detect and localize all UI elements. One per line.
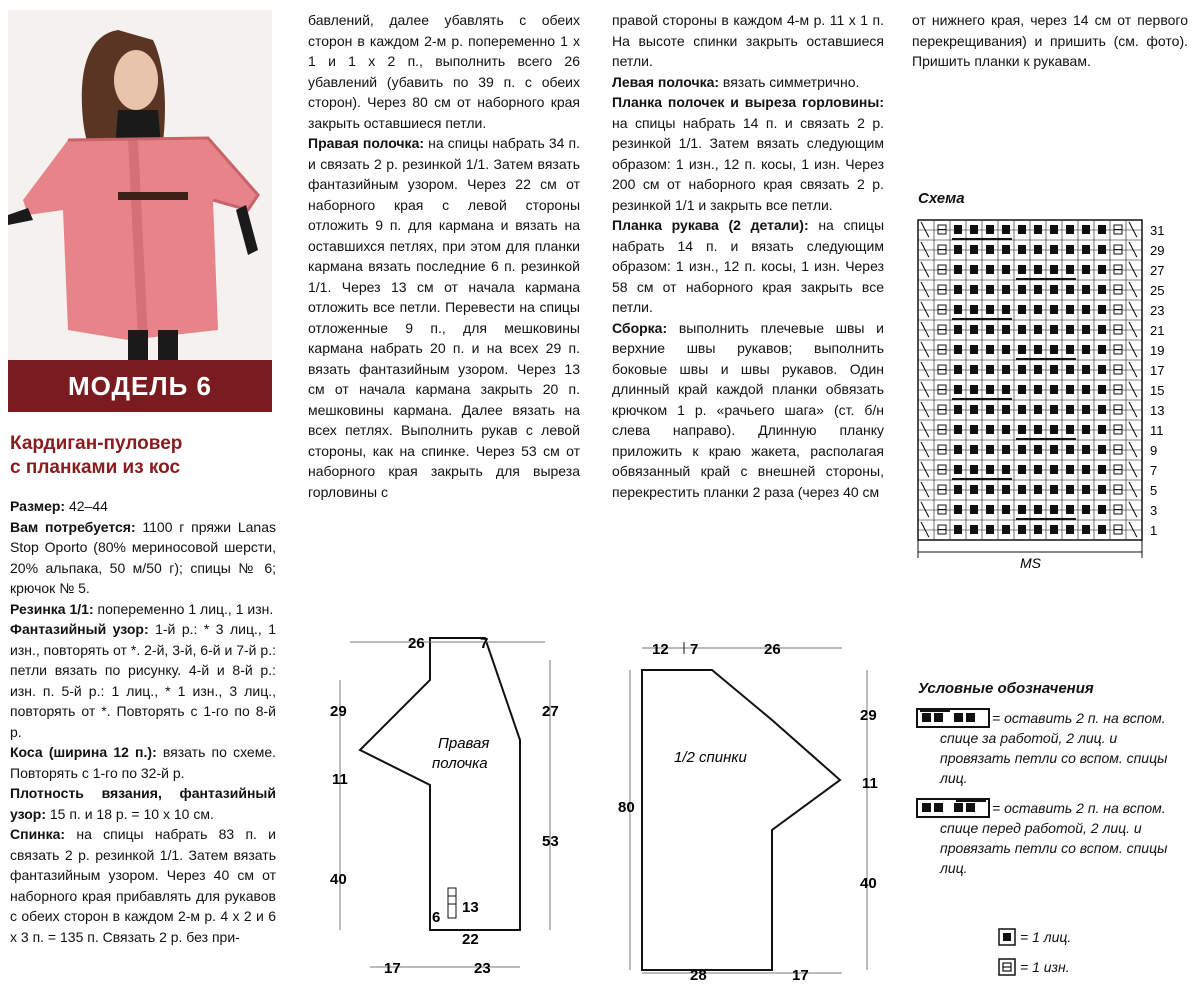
knit-cell [1066, 405, 1074, 414]
front-piece-diagram [320, 630, 580, 985]
slash-stitch: ╲ [1129, 223, 1137, 238]
slash-stitch: ╲ [921, 503, 929, 518]
slash-stitch: ╲ [1129, 243, 1137, 258]
front-outline [360, 638, 520, 930]
paragraph-heading: Размер: [10, 498, 66, 514]
knit-cell [1002, 425, 1010, 434]
knit-cell [1002, 525, 1010, 534]
knit-cell [986, 305, 994, 314]
paragraph-text: на спицы набрать 14 п. и вязать следующим образом: 1 изн., 12 п. косы, 1 изн. Через 58 см от наборного края закрыть все петли. [612, 217, 885, 315]
row-label: 3 [1150, 503, 1158, 518]
row-label: 5 [1150, 483, 1158, 498]
knit-cell [1034, 405, 1042, 414]
legend-title: Условные обозначения [918, 680, 1094, 697]
slash-stitch: ╲ [1129, 523, 1137, 538]
slash-stitch: ╲ [921, 263, 929, 278]
knit-cell [954, 345, 962, 354]
knit-cell [1002, 385, 1010, 394]
knit-cell [1002, 365, 1010, 374]
knit-cell [1082, 465, 1090, 474]
knit-cell [1082, 445, 1090, 454]
knit-cell [1002, 325, 1010, 334]
knit-cell [1034, 225, 1042, 234]
knit-cell [1066, 285, 1074, 294]
back-dim-top-b: 7 [690, 641, 699, 658]
knit-cell [1050, 325, 1058, 334]
knit-cell [954, 425, 962, 434]
slash-stitch: ╲ [921, 343, 929, 358]
knit-cell [970, 245, 978, 254]
slash-stitch: ╲ [1129, 263, 1137, 278]
knit-cell [1018, 325, 1026, 334]
paragraph-heading: Левая полочка: [612, 73, 720, 90]
paragraph-text: 15 п. и 18 р. = 10 x 10 см. [45, 805, 214, 822]
knit-cell [1082, 485, 1090, 494]
knit-cell [1082, 305, 1090, 314]
back-dim-right-a: 29 [860, 707, 877, 724]
knit-cell [986, 285, 994, 294]
knit-cell [1066, 265, 1074, 274]
slash-stitch: ╲ [1129, 463, 1137, 478]
paragraph-heading: Плотность вязания, фантазийный узор: [10, 785, 276, 822]
slash-stitch: ╲ [921, 283, 929, 298]
knit-cell [1002, 465, 1010, 474]
knit-cell [986, 385, 994, 394]
knit-cell [1018, 265, 1026, 274]
slash-stitch: ╲ [921, 303, 929, 318]
paragraph-text: от нижнего края, через 14 см от первого перекрещивания) и пришить (см. фото). Пришить планки к рукавам. [912, 12, 1188, 69]
knit-symbol [998, 928, 1016, 946]
row-label: 9 [1150, 443, 1158, 458]
paragraph-text: 1100 г пряжи Lanas Stop Oporto (80% мериносовой шерсти, 20% альпака, 50 м/50 г); спицы № 6; крючок № 5. [10, 518, 276, 596]
slash-stitch: ╲ [921, 363, 929, 378]
paragraph [10, 599, 276, 620]
paragraph-heading: Планка рукава (2 детали): [612, 217, 809, 233]
knit-cell [1082, 385, 1090, 394]
knit-cell [1018, 445, 1026, 454]
purl-symbol [998, 958, 1016, 976]
knit-cell [1098, 325, 1106, 334]
legend-item-2: = оставить 2 п. на вспом. спице перед работой, 2 лиц. и провязать петли со вспом. спицы лиц. [940, 800, 1168, 876]
knit-cell [954, 225, 962, 234]
front-dim-left-a: 29 [330, 703, 347, 720]
knit-cell [1082, 405, 1090, 414]
knit-cell [1002, 245, 1010, 254]
front-dim-pocket-pos: 22 [462, 931, 479, 948]
knit-cell [986, 345, 994, 354]
model-banner: МОДЕЛЬ 6 [8, 360, 272, 412]
knit-cell [1066, 385, 1074, 394]
slash-stitch: ╲ [1129, 283, 1137, 298]
paragraph-heading: Вам потребуется: [10, 518, 136, 535]
knit-cell [1018, 465, 1026, 474]
knit-cell [1082, 325, 1090, 334]
knit-cell [1098, 285, 1106, 294]
knit-cell [1082, 525, 1090, 534]
knit-cell [970, 505, 978, 514]
knit-cell [970, 385, 978, 394]
row-label: 1 [1150, 523, 1158, 538]
knit-cell [1018, 485, 1026, 494]
knit-cell [1066, 225, 1074, 234]
knit-cell [970, 485, 978, 494]
knit-cell [970, 365, 978, 374]
slash-stitch: ╲ [1129, 343, 1137, 358]
knit-cell [1098, 365, 1106, 374]
row-label: 27 [1150, 263, 1165, 278]
knit-cell [1050, 425, 1058, 434]
paragraph [10, 517, 276, 599]
model-photo [8, 10, 272, 412]
slash-stitch: ╲ [921, 443, 929, 458]
slash-stitch: ╲ [1129, 483, 1137, 498]
knit-cell [1002, 505, 1010, 514]
knit-cell [1034, 245, 1042, 254]
row-label: 17 [1150, 363, 1165, 378]
knit-cell [1082, 225, 1090, 234]
slash-stitch: ╲ [921, 223, 929, 238]
paragraph [612, 72, 884, 93]
paragraph-heading: Резинка 1/1: [10, 600, 94, 617]
slash-stitch: ╲ [1129, 303, 1137, 318]
knit-cell [1066, 445, 1074, 454]
knit-cell [970, 285, 978, 294]
paragraph-heading: Спинка: [10, 826, 66, 842]
knit-cell [1050, 245, 1058, 254]
knit-cell [1050, 525, 1058, 534]
knit-cell [986, 425, 994, 434]
knit-cell [954, 485, 962, 494]
knit-cell [970, 405, 978, 414]
knit-cell [1034, 325, 1042, 334]
row-label: 7 [1150, 463, 1158, 478]
knit-cell [1050, 285, 1058, 294]
knit-cell [986, 445, 994, 454]
row-label: 13 [1150, 403, 1165, 418]
paragraph-text: на спицы набрать 83 п. и связать 2 р. резинкой 1/1. Затем вязать фантазийным узором. Через 40 см от наборного края прибавлять для рукавов с обеих сторон в каждом 2-м р. 4 x 2 и 6 x 3 п. = 135 п. Связать 2 р. без при- [10, 826, 276, 945]
knit-cell [954, 325, 962, 334]
back-dim-bottom-a: 28 [690, 967, 707, 984]
row-label: 19 [1150, 343, 1165, 358]
knit-cell [986, 405, 994, 414]
knit-cell [954, 365, 962, 374]
front-dim-top-b: 7 [480, 635, 489, 652]
slash-stitch: ╲ [1129, 403, 1137, 418]
knit-cell [970, 325, 978, 334]
back-dim-top-a: 12 [652, 641, 669, 658]
paragraph-heading: Сборка: [612, 319, 668, 336]
knit-cell [1082, 425, 1090, 434]
knit-cell [1082, 345, 1090, 354]
text-column-2 [308, 10, 580, 502]
slash-stitch: ╲ [1129, 443, 1137, 458]
knit-cell [1098, 305, 1106, 314]
knit-cell [1050, 265, 1058, 274]
back-dim-bottom-b: 17 [792, 967, 809, 984]
knit-cell [1002, 225, 1010, 234]
paragraph [612, 10, 884, 72]
knit-cell [1098, 345, 1106, 354]
front-dim-pocket-w: 6 [432, 909, 441, 926]
paragraph [10, 742, 276, 783]
knit-cell [1034, 285, 1042, 294]
paragraph [10, 619, 276, 742]
knit-cell [1034, 425, 1042, 434]
knit-cell [1098, 445, 1106, 454]
knit-cell [954, 285, 962, 294]
schema-footer: MS [1020, 555, 1041, 568]
knit-cell [986, 465, 994, 474]
knit-cell [970, 345, 978, 354]
knit-cell [1050, 405, 1058, 414]
knit-cell [986, 485, 994, 494]
paragraph-text: на спицы набрать 34 п. и связать 2 р. резинкой 1/1. Затем вязать фантазийным узором. Через 22 см от наборного края с левой стороны отложить 9 п. для кармана и вязать на оставшихся петлях, при этом для планки кармана вязать последние 6 п. резинкой 1/1. Через 13 см от начала кармана отложить все петли. Перевести на спицы отложенные 9 п., для мешковины кармана набрать 20 п. и на всех 29 п. вязать фантазийным узором. Через 13 см от начала кармана закрыть 20 п. мешковины кармана. Далее вязать на всех петлях. Выполнить рукав с левой стороны, как на спинке. Через 53 см от наборного края закрыть для выреза горловины с [308, 135, 581, 500]
knit-cell [1082, 245, 1090, 254]
row-label: 15 [1150, 383, 1165, 398]
paragraph-heading: Планка полочек и выреза горловины: [612, 94, 884, 110]
front-dim-bottom-a: 17 [384, 960, 401, 977]
knit-cell [1066, 505, 1074, 514]
front-label-2: полочка [432, 755, 488, 772]
knit-cell [970, 225, 978, 234]
knit-cell [970, 465, 978, 474]
knit-cell [954, 245, 962, 254]
paragraph-text: на спицы набрать 14 п. и связать 2 р. резинкой 1/1. Затем вязать следующим образом: 1 изн., 12 п. косы, 1 изн. Через 200 см от наборного края связать 2 р. резинкой 1/1 и закрыть все петли. [612, 114, 884, 213]
back-dim-right-c: 40 [860, 875, 877, 892]
knit-cell [1098, 485, 1106, 494]
knit-cell [1034, 265, 1042, 274]
row-label: 23 [1150, 303, 1165, 318]
knit-cell [1002, 445, 1010, 454]
slash-stitch: ╲ [921, 323, 929, 338]
knit-cell [954, 445, 962, 454]
slash-stitch: ╲ [921, 483, 929, 498]
knit-cell [1082, 265, 1090, 274]
knit-cell [1034, 465, 1042, 474]
knit-cell [954, 265, 962, 274]
knit-cell [1002, 405, 1010, 414]
slash-stitch: ╲ [921, 463, 929, 478]
knit-cell [1050, 385, 1058, 394]
knit-cell [1018, 365, 1026, 374]
knit-cell [1098, 465, 1106, 474]
front-dim-top-a: 26 [408, 635, 425, 652]
paragraph-text: вязать по схеме. Повторять с 1-го по 32-й р. [10, 744, 276, 781]
knit-cell [1002, 305, 1010, 314]
paragraph [308, 10, 580, 133]
legend-item-3: = 1 лиц. [1020, 929, 1072, 945]
knit-cell [986, 225, 994, 234]
pocket-mark [448, 888, 456, 918]
paragraph-text: выполнить плечевые швы и верхние швы рукавов; выполнить боковые швы и швы рукавов. Один длинный край каждой планки обвязать крючком 1 р. «рачьего шага» (ст. б/н слева направо). Длинную планку приложить к краю жакета, располагая обвязанный край с внешней стороны, перекрестить планки 2 раза (через 40 см [612, 319, 884, 500]
knit-cell [970, 425, 978, 434]
knit-cell [1050, 445, 1058, 454]
back-dim-top-c: 26 [764, 641, 781, 658]
knit-cell [1098, 265, 1106, 274]
knit-cell [1082, 285, 1090, 294]
back-dim-left: 80 [618, 799, 635, 816]
knit-cell [1018, 245, 1026, 254]
knit-cell [1050, 225, 1058, 234]
slash-stitch: ╲ [921, 523, 929, 538]
paragraph-heading: Фантазийный узор: [10, 621, 149, 637]
knit-cell [1050, 345, 1058, 354]
knit-cell [986, 265, 994, 274]
knit-cell [986, 505, 994, 514]
schema-title: Схема [918, 190, 965, 207]
knit-cell [1098, 385, 1106, 394]
knit-cell [1050, 465, 1058, 474]
paragraph-text: 1-й р.: * 3 лиц., 1 изн., повторять от *. 2-й, 3-й, 6-й и 7-й р.: петли вязать по рисунку. 4-й и 8-й р.: изн. п. 5-й р.: 1 лиц., * 1 изн., 3 лиц., повторять от *. Повторять с 1-го по 8-й р. [10, 621, 277, 740]
knit-cell [1050, 305, 1058, 314]
knit-cell [954, 385, 962, 394]
paragraph [10, 496, 276, 517]
knit-cell [986, 325, 994, 334]
knit-cell [1098, 505, 1106, 514]
knit-cell [1002, 485, 1010, 494]
paragraph [612, 92, 884, 215]
slash-stitch: ╲ [1129, 503, 1137, 518]
knit-cell [1066, 305, 1074, 314]
knit-cell [1034, 305, 1042, 314]
knit-cell [1034, 445, 1042, 454]
knit-cell [986, 525, 994, 534]
row-label: 31 [1150, 223, 1165, 238]
paragraph [612, 318, 884, 503]
knit-cell [986, 245, 994, 254]
knit-cell [1066, 245, 1074, 254]
front-dim-right-a: 27 [542, 703, 559, 720]
knit-cell [1066, 325, 1074, 334]
front-dim-bottom-b: 23 [474, 960, 491, 977]
knit-cell [1098, 425, 1106, 434]
paragraph-text: бавлений, далее убавлять с обеих сторон в каждом 2-м р. попеременно 1 x 1 и 1 x 2 п., выполнить всего 26 убавлений (убавить по 39 п. с обеих сторон). Через 80 см от наборного края закрыть оставшиеся петли. [308, 12, 580, 131]
knit-cell [1034, 485, 1042, 494]
row-label: 11 [1150, 423, 1164, 438]
knit-cell [1018, 425, 1026, 434]
knit-cell [1002, 285, 1010, 294]
slash-stitch: ╲ [921, 423, 929, 438]
knit-cell [954, 465, 962, 474]
knit-cell [986, 365, 994, 374]
knit-cell [954, 525, 962, 534]
knit-cell [1018, 225, 1026, 234]
row-label: 25 [1150, 283, 1165, 298]
slash-stitch: ╲ [921, 383, 929, 398]
text-column-3 [612, 10, 884, 502]
knit-cell [970, 305, 978, 314]
back-piece-diagram [612, 630, 902, 985]
knit-cell [1034, 385, 1042, 394]
cable-chart [916, 218, 1186, 568]
paragraph [912, 10, 1188, 72]
knit-cell [1018, 385, 1026, 394]
knit-cell [1098, 405, 1106, 414]
back-outline [642, 670, 840, 970]
back-dim-right-b: 11 [862, 775, 878, 792]
knit-cell [1018, 525, 1026, 534]
knit-cell [1066, 425, 1074, 434]
text-column-1 [10, 496, 276, 947]
knit-cell [1082, 505, 1090, 514]
front-dim-left-b: 11 [332, 771, 348, 788]
knit-cell [1066, 465, 1074, 474]
pattern-title: Кардиган-пуловер с планками из кос [10, 433, 183, 478]
paragraph [10, 824, 276, 947]
paragraph-text: 42–44 [65, 498, 108, 514]
knit-cell [1050, 365, 1058, 374]
knit-cell [1082, 365, 1090, 374]
front-dim-right-b: 53 [542, 833, 559, 850]
legend-item-1: = оставить 2 п. на вспом. спице за работой, 2 лиц. и провязать петли со вспом. спицы лиц. [940, 710, 1168, 786]
knit-cell [1098, 225, 1106, 234]
row-label: 21 [1150, 323, 1165, 338]
paragraph-text: попеременно 1 лиц., 1 изн. [93, 600, 274, 617]
model-illustration [8, 10, 272, 412]
slash-stitch: ╲ [1129, 383, 1137, 398]
knit-cell [1066, 525, 1074, 534]
knit-cell [1050, 505, 1058, 514]
knit-cell [970, 265, 978, 274]
knit-cell [954, 405, 962, 414]
knit-cell [970, 525, 978, 534]
knit-cell [1034, 505, 1042, 514]
knit-cell [1018, 305, 1026, 314]
paragraph-heading: Коса (ширина 12 п.): [10, 744, 157, 760]
row-label: 29 [1150, 243, 1165, 258]
slash-stitch: ╲ [1129, 323, 1137, 338]
knit-cell [970, 445, 978, 454]
legend-item-4: = 1 изн. [1020, 959, 1070, 975]
knit-cell [1034, 345, 1042, 354]
knit-cell [1002, 265, 1010, 274]
slash-stitch: ╲ [921, 243, 929, 258]
knit-cell [1066, 485, 1074, 494]
slash-stitch: ╲ [1129, 423, 1137, 438]
front-dim-left-c: 40 [330, 871, 347, 888]
paragraph-text: вязать симметрично. [719, 73, 860, 90]
knit-cell [954, 505, 962, 514]
paragraph-text: правой стороны в каждом 4-м р. 11 x 1 п. На высоте спинки закрыть оставшиеся петли. [612, 12, 884, 69]
knit-cell [1098, 245, 1106, 254]
knit-cell [1018, 505, 1026, 514]
knit-cell [1018, 405, 1026, 414]
slash-stitch: ╲ [921, 403, 929, 418]
front-label-1: Правая [438, 735, 490, 752]
paragraph [612, 215, 884, 318]
knit-cell [1018, 345, 1026, 354]
knit-cell [1050, 485, 1058, 494]
knit-cell [1066, 365, 1074, 374]
back-label: 1/2 спинки [674, 749, 747, 766]
knit-cell [1018, 285, 1026, 294]
front-dim-pocket-h: 13 [462, 899, 479, 916]
paragraph-heading: Правая полочка: [308, 135, 425, 151]
paragraph [10, 783, 276, 824]
knit-cell [954, 305, 962, 314]
knit-cell [1034, 365, 1042, 374]
paragraph [308, 133, 580, 502]
knit-cell [1034, 525, 1042, 534]
knit-cell [1002, 345, 1010, 354]
knit-cell [1098, 525, 1106, 534]
text-column-4 [912, 10, 1188, 72]
slash-stitch: ╲ [1129, 363, 1137, 378]
knit-cell [1066, 345, 1074, 354]
